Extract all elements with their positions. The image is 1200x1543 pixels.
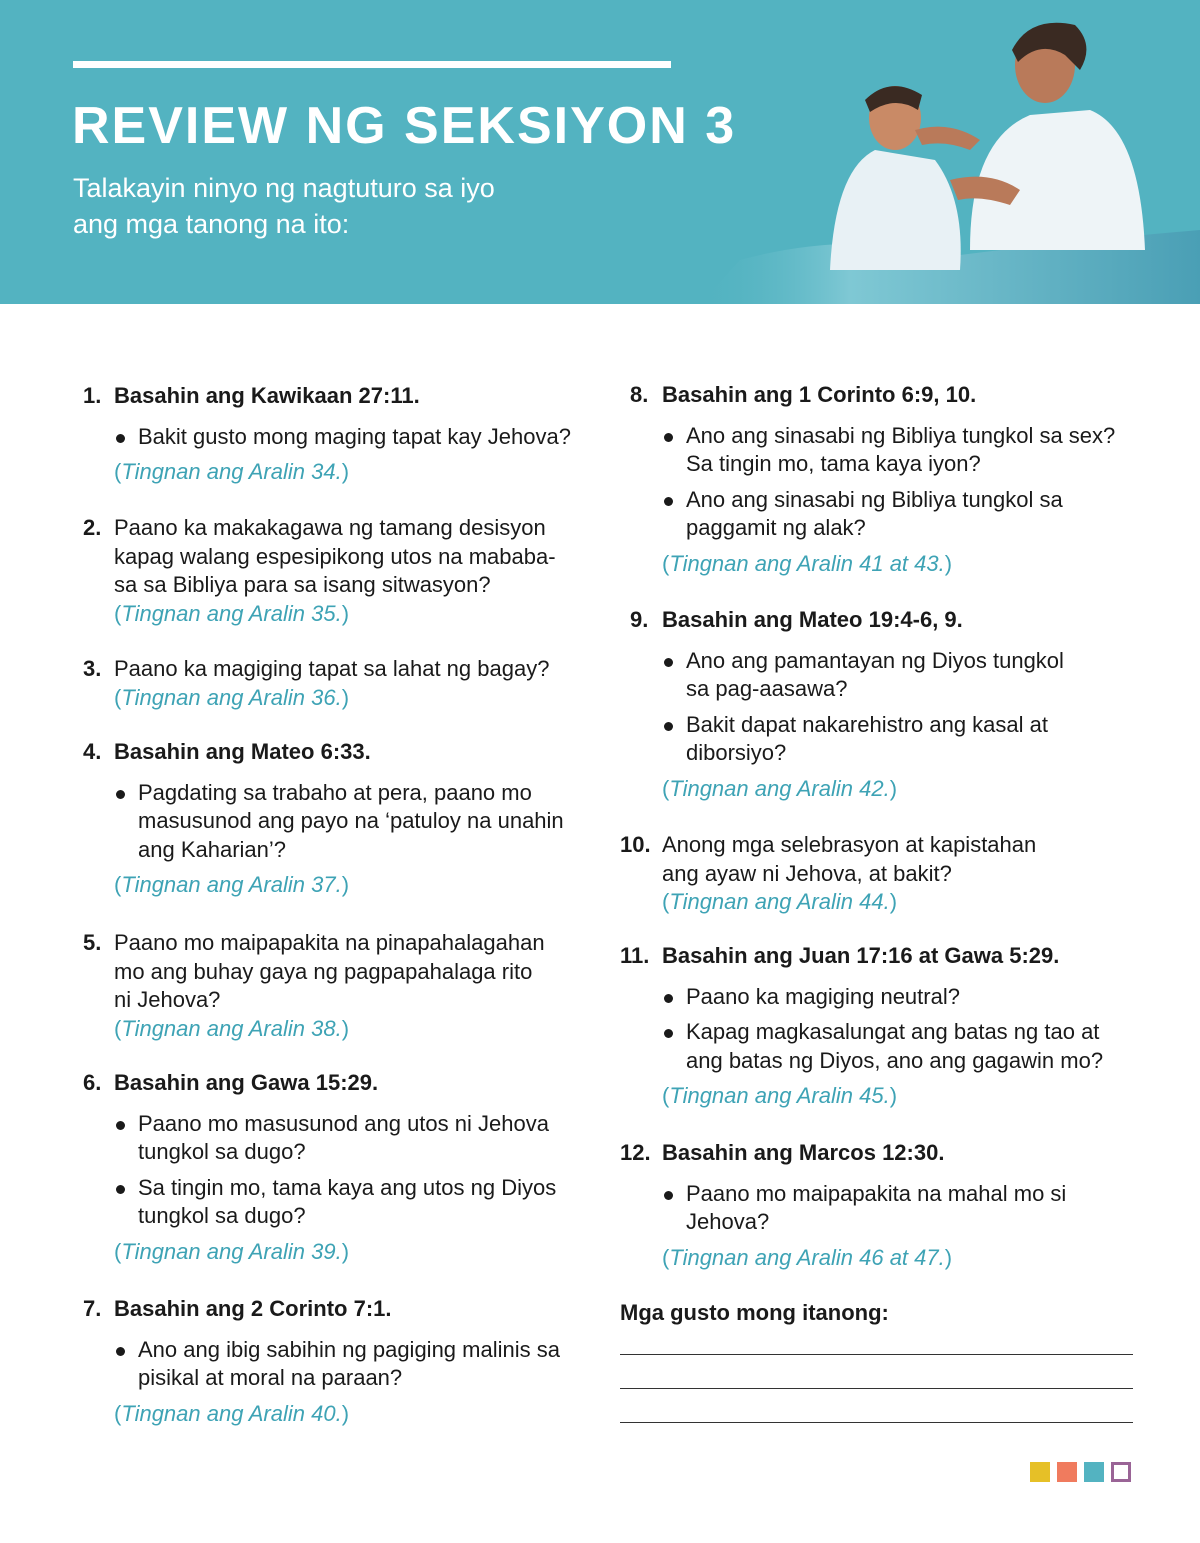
bullet-item	[114, 779, 564, 865]
lesson-reference[interactable]: (Tingnan ang Aralin 35.)	[114, 600, 350, 626]
review-item	[630, 606, 1064, 803]
bullet-item	[662, 422, 1115, 479]
review-item	[83, 929, 545, 1043]
item-question: Basahin ang 1 Corinto 6:9, 10.	[662, 382, 977, 407]
reference-text[interactable]: Tingnan ang Aralin 38.	[121, 1015, 342, 1041]
bullet-item	[114, 1336, 560, 1393]
bullet-list	[114, 779, 564, 865]
bullet-icon	[116, 1121, 125, 1130]
bullet-icon	[116, 1347, 125, 1356]
review-item	[83, 1069, 556, 1266]
lesson-reference[interactable]: (Tingnan ang Aralin 38.)	[114, 1015, 350, 1041]
bullet-text: Kapag magkasalungat ang batas ng tao at ang batas ng Diyos, ano ang gagawin mo?	[686, 1019, 1104, 1073]
bullet-item	[662, 1180, 1066, 1237]
bullet-icon	[664, 1191, 673, 1200]
review-item	[83, 514, 556, 628]
reference-text[interactable]: Tingnan ang Aralin 36.	[121, 684, 342, 710]
bullet-list	[662, 1180, 1066, 1237]
item-number: 6.	[83, 1070, 102, 1095]
review-item	[83, 382, 571, 487]
item-number: 10.	[620, 832, 651, 857]
reference-text[interactable]: Tingnan ang Aralin 45.	[669, 1083, 890, 1108]
bullet-text: Paano mo masusunod ang utos ni Jehova tungkol sa dugo?	[138, 1110, 549, 1164]
bullet-icon	[116, 1185, 125, 1194]
bullet-icon	[664, 497, 673, 506]
item-number: 2.	[83, 515, 102, 540]
purple-outline-square-icon	[1111, 1462, 1131, 1482]
item-number: 12.	[620, 1140, 651, 1165]
item-question: Anong mga selebrasyon at kapistahan ang ayaw ni Jehova, at bakit?	[662, 832, 1037, 886]
bullet-text: Ano ang sinasabi ng Bibliya tungkol sa sex? Sa tingin mo, tama kaya iyon?	[686, 422, 1116, 476]
item-question: Basahin ang Mateo 19:4-6, 9.	[662, 607, 963, 632]
bullet-text: Ano ang sinasabi ng Bibliya tungkol sa paggamit ng alak?	[686, 486, 1063, 540]
reference-text[interactable]: Tingnan ang Aralin 39.	[121, 1238, 342, 1264]
page-subtitle: Talakayin ninyo ng nagtuturo sa iyo ang mga tanong na ito:	[73, 173, 495, 239]
bullet-list	[114, 1336, 560, 1393]
bullet-item	[114, 423, 571, 452]
review-item	[620, 831, 1036, 917]
bullet-item	[662, 711, 1064, 768]
bullet-icon	[664, 433, 673, 442]
lesson-reference[interactable]: (Tingnan ang Aralin 36.)	[114, 684, 350, 710]
lesson-reference[interactable]: (Tingnan ang Aralin 42.)	[662, 775, 898, 801]
bullet-text: Sa tingin mo, tama kaya ang utos ng Diyos tungkol sa dugo?	[138, 1174, 557, 1228]
answer-line[interactable]	[620, 1354, 1133, 1355]
item-question: Paano mo maipapakita na pinapahalagahan mo ang buhay gaya ng pagpapahalaga rito ni Jehova?	[114, 930, 545, 1012]
bullet-icon	[664, 658, 673, 667]
bullet-list	[662, 983, 1103, 1076]
lesson-reference[interactable]: (Tingnan ang Aralin 46 at 47.)	[662, 1244, 953, 1270]
item-number: 4.	[83, 739, 102, 764]
item-number: 3.	[83, 656, 102, 681]
questions-label: Mga gusto mong itanong:	[620, 1300, 889, 1325]
lesson-reference[interactable]: (Tingnan ang Aralin 34.)	[114, 459, 350, 484]
review-item	[83, 655, 549, 712]
lesson-reference[interactable]: (Tingnan ang Aralin 45.)	[662, 1083, 898, 1108]
bullet-icon	[116, 434, 125, 443]
item-number: 9.	[630, 607, 649, 632]
lesson-reference[interactable]: (Tingnan ang Aralin 39.)	[114, 1238, 350, 1264]
item-number: 5.	[83, 930, 102, 955]
reference-text[interactable]: Tingnan ang Aralin 40.	[121, 1400, 342, 1426]
reference-text[interactable]: Tingnan ang Aralin 44.	[669, 889, 890, 914]
bullet-text: Pagdating sa trabaho at pera, paano mo masusunod ang payo na ‘patuloy na unahin ang Kaharian’?	[138, 779, 564, 862]
bullet-text: Ano ang ibig sabihin ng pagiging malinis sa pisikal at moral na paraan?	[138, 1336, 560, 1390]
orange-square-icon	[1057, 1462, 1077, 1482]
bullet-icon	[116, 790, 125, 799]
reference-text[interactable]: Tingnan ang Aralin 41 at 43.	[669, 550, 945, 576]
bullet-list	[662, 422, 1115, 543]
item-question: Paano ka magiging tapat sa lahat ng bagay?	[114, 656, 550, 681]
item-question: Basahin ang 2 Corinto 7:1.	[114, 1296, 392, 1321]
answer-line[interactable]	[620, 1388, 1133, 1389]
bullet-item	[662, 486, 1115, 543]
item-question: Paano ka makakagawa ng tamang desisyon kapag walang espesipikong utos na mababa- sa sa Bibliya para sa isang sitwasyon?	[114, 515, 556, 597]
item-number: 7.	[83, 1296, 102, 1321]
answer-line[interactable]	[620, 1422, 1133, 1423]
reference-text[interactable]: Tingnan ang Aralin 34.	[121, 459, 342, 484]
item-question: Basahin ang Marcos 12:30.	[662, 1140, 945, 1165]
page-title: REVIEW NG SEKSIYON 3	[72, 97, 737, 155]
header-rule	[73, 61, 671, 68]
bullet-text: Bakit gusto mong maging tapat kay Jehova?	[138, 423, 571, 449]
lesson-reference[interactable]: (Tingnan ang Aralin 41 at 43.)	[662, 550, 953, 576]
reference-text[interactable]: Tingnan ang Aralin 46 at 47.	[669, 1244, 945, 1270]
item-question: Basahin ang Mateo 6:33.	[114, 739, 371, 764]
reference-text[interactable]: Tingnan ang Aralin 37.	[121, 872, 342, 897]
reference-text[interactable]: Tingnan ang Aralin 35.	[121, 600, 342, 626]
bullet-icon	[664, 994, 673, 1003]
bullet-list	[114, 1110, 556, 1231]
reference-text[interactable]: Tingnan ang Aralin 42.	[669, 775, 890, 801]
review-item	[620, 942, 1103, 1111]
bullet-item	[662, 1018, 1103, 1075]
lesson-reference[interactable]: (Tingnan ang Aralin 37.)	[114, 872, 350, 897]
item-question: Basahin ang Gawa 15:29.	[114, 1070, 379, 1095]
bullet-text: Paano ka magiging neutral?	[686, 983, 960, 1009]
bullet-text: Ano ang pamantayan ng Diyos tungkol sa pag-aasawa?	[686, 647, 1064, 701]
bullet-text: Bakit dapat nakarehistro ang kasal at diborsiyo?	[686, 711, 1049, 765]
item-question: Basahin ang Kawikaan 27:11.	[114, 383, 420, 408]
bullet-icon	[664, 722, 673, 731]
bullet-item	[114, 1174, 556, 1231]
review-item	[630, 381, 1115, 578]
bullet-list	[662, 647, 1064, 768]
review-item	[620, 1139, 1066, 1272]
item-number: 1.	[83, 383, 102, 408]
bullet-item	[114, 1110, 556, 1167]
lesson-reference[interactable]: (Tingnan ang Aralin 40.)	[114, 1400, 350, 1426]
lesson-reference[interactable]: (Tingnan ang Aralin 44.)	[662, 889, 898, 914]
teal-square-icon	[1084, 1462, 1104, 1482]
bullet-text: Paano mo maipapakita na mahal mo si Jehova?	[686, 1180, 1067, 1234]
item-question: Basahin ang Juan 17:16 at Gawa 5:29.	[662, 943, 1060, 968]
bullet-item	[662, 647, 1064, 704]
baptism-illustration	[700, 0, 1200, 304]
bullet-item	[662, 983, 1103, 1012]
bullet-list	[114, 423, 571, 452]
yellow-square-icon	[1030, 1462, 1050, 1482]
review-item	[83, 738, 564, 900]
item-number: 8.	[630, 382, 649, 407]
item-number: 11.	[620, 943, 650, 968]
review-item	[83, 1295, 560, 1428]
bullet-icon	[664, 1029, 673, 1038]
header-banner	[0, 0, 1200, 304]
